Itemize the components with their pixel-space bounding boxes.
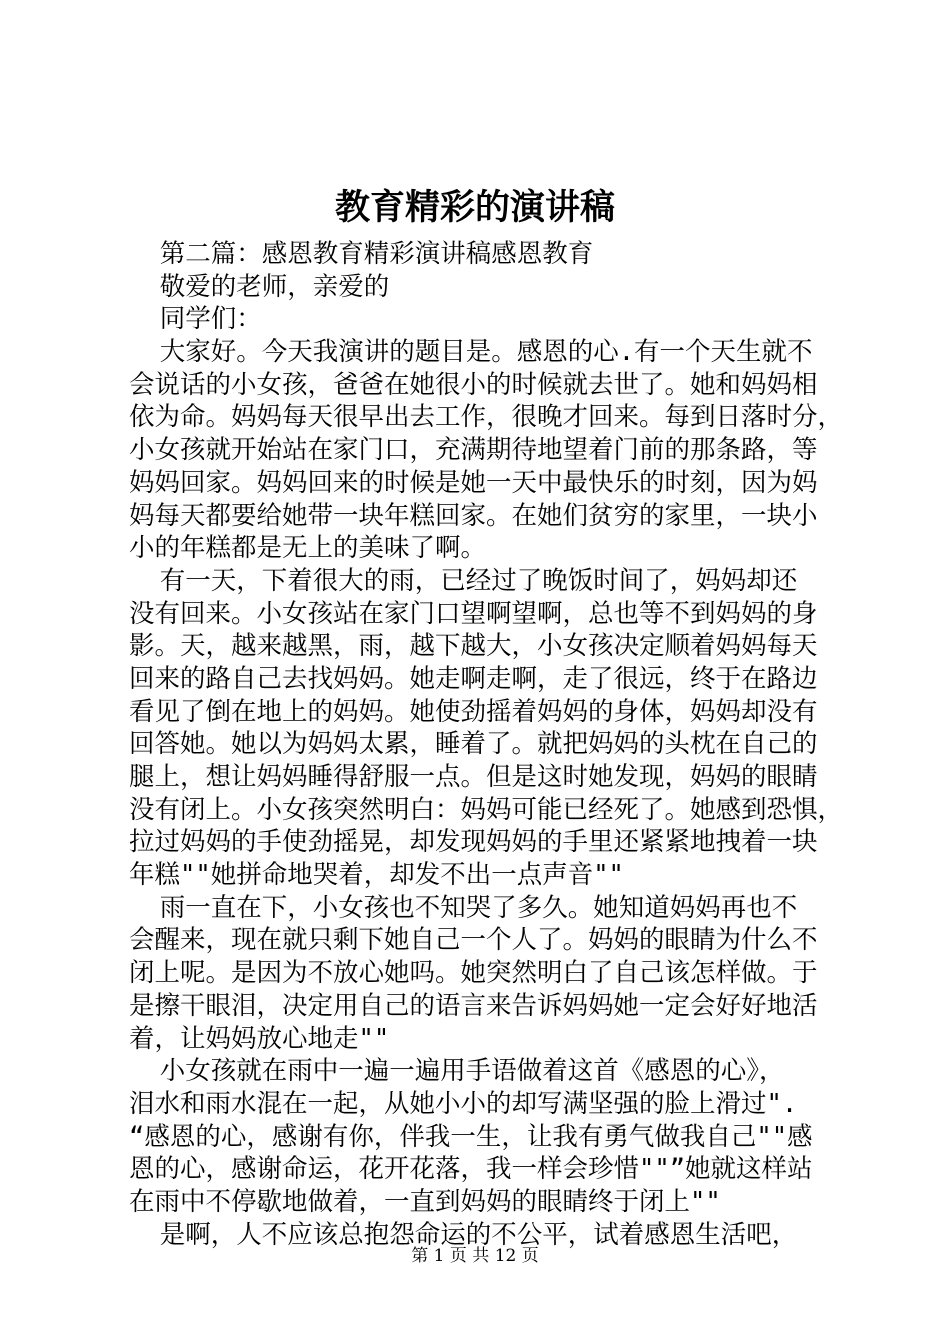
body-line: 会说话的小女孩，爸爸在她很小的时候就去世了。她和妈妈相 — [129, 369, 818, 400]
document-title: 教育精彩的演讲稿 — [334, 187, 615, 228]
body-line: 同学们： — [129, 304, 262, 335]
body-line: 是擦干眼泪，决定用自己的语言来告诉妈妈她一定会好好地活 — [129, 990, 818, 1021]
body-line: 第二篇：感恩教育精彩演讲稿感恩教育 — [129, 239, 594, 269]
body-line: 雨一直在下，小女孩也不知哭了多久。她知道妈妈再也不 — [129, 892, 798, 923]
page-footer: 第 1 页 共 12 页 — [411, 1246, 539, 1266]
body-line: 妈妈回家。妈妈回来的时候是她一天中最快乐的时刻，因为妈 — [129, 467, 818, 498]
body-line: 是啊，人不应该总抱怨命运的不公平，试着感恩生活吧， — [129, 1219, 798, 1250]
body-line: 在雨中不停歇地做着，一直到妈妈的眼睛终于闭上"" — [129, 1186, 721, 1217]
body-line: 闭上呢。是因为不放心她吗。她突然明白了自己该怎样做。于 — [129, 958, 818, 989]
body-line: 泪水和雨水混在一起，从她小小的却写满坚强的脸上滑过". — [129, 1088, 798, 1119]
body-line: “感恩的心，感谢有你，伴我一生，让我有勇气做我自己""感 — [129, 1121, 813, 1152]
body-line: 小的年糕都是无上的美味了啊。 — [129, 533, 487, 564]
body-line: 回来的路自己去找妈妈。她走啊走啊，走了很远，终于在路边 — [129, 663, 818, 694]
body-line: 小女孩就开始站在家门口，充满期待地望着门前的那条路，等 — [129, 435, 818, 466]
body-line: 有一天，下着很大的雨，已经过了晚饭时间了，妈妈却还 — [129, 565, 798, 596]
body-line: 敬爱的老师，亲爱的 — [129, 271, 390, 302]
body-line: 妈每天都要给她带一块年糕回家。在她们贫穷的家里，一块小 — [129, 500, 818, 531]
body-line: 小女孩就在雨中一遍一遍用手语做着这首《感恩的心》， — [129, 1056, 785, 1087]
body-line: 恩的心，感谢命运，花开花落，我一样会珍惜""”她就这样站 — [129, 1154, 813, 1185]
document-body — [129, 238, 844, 1251]
body-line: 影。天，越来越黑，雨，越下越大，小女孩决定顺着妈妈每天 — [129, 631, 818, 662]
body-line: 没有回来。小女孩站在家门口望啊望啊，总也等不到妈妈的身 — [129, 598, 818, 629]
body-line: 着，让妈妈放心地走"" — [129, 1023, 390, 1054]
body-line: 会醒来，现在就只剩下她自己一个人了。妈妈的眼睛为什么不 — [129, 925, 818, 956]
body-line: 看见了倒在地上的妈妈。她使劲摇着妈妈的身体，妈妈却没有 — [129, 696, 818, 727]
body-line: 拉过妈妈的手使劲摇晃，却发现妈妈的手里还紧紧地拽着一块 — [129, 827, 818, 858]
body-line: 回答她。她以为妈妈太累，睡着了。就把妈妈的头枕在自己的 — [129, 729, 818, 760]
body-line: 没有闭上。小女孩突然明白：妈妈可能已经死了。她感到恐惧， — [129, 794, 844, 825]
body-line: 年糕""她拼命地哭着，却发不出一点声音"" — [129, 860, 624, 891]
body-line: 依为命。妈妈每天很早出去工作，很晚才回来。每到日落时分， — [129, 402, 844, 433]
body-line: 大家好。今天我演讲的题目是。感恩的心.有一个天生就不 — [129, 337, 813, 368]
body-line: 腿上，想让妈妈睡得舒服一点。但是这时她发现，妈妈的眼睛 — [129, 762, 818, 792]
